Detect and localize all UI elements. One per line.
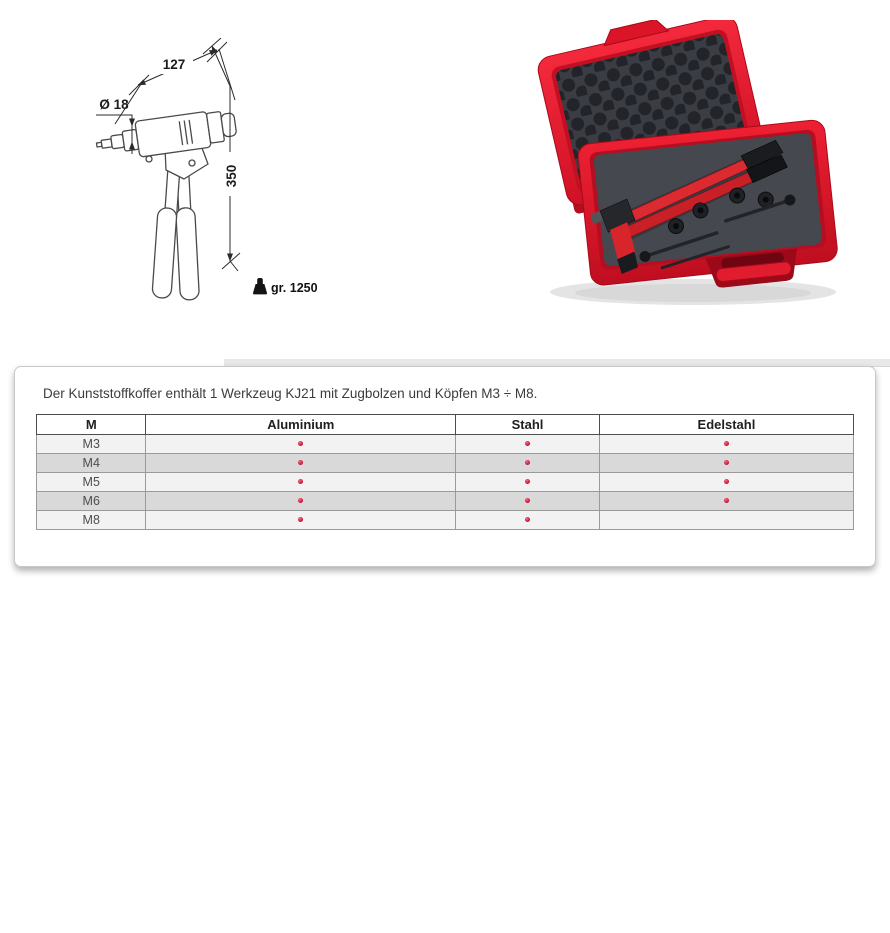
content-panel xyxy=(14,366,876,567)
technical-drawing xyxy=(85,38,320,304)
header-cell: Stahl xyxy=(456,415,600,435)
availability-cell xyxy=(146,511,456,530)
koffer-table xyxy=(36,414,854,530)
case-shadow-core xyxy=(575,284,811,302)
dimension-length-label: 350 xyxy=(224,164,239,188)
koffer-table-body xyxy=(37,435,854,530)
availability-dot xyxy=(525,460,530,465)
availability-cell xyxy=(599,435,853,454)
row-label: M8 xyxy=(37,511,146,530)
availability-dot xyxy=(724,479,729,484)
row-label: M6 xyxy=(37,492,146,511)
availability-cell xyxy=(146,435,456,454)
koffer-table-head-row xyxy=(37,415,854,435)
riveter-outline xyxy=(94,108,238,301)
availability-cell xyxy=(146,454,456,473)
availability-dot xyxy=(724,441,729,446)
table-row xyxy=(37,473,854,492)
weight-icon xyxy=(253,278,267,294)
availability-cell xyxy=(599,473,853,492)
header-cell: Edelstahl xyxy=(599,415,853,435)
header-cell: Aluminium xyxy=(146,415,456,435)
table-row xyxy=(37,435,854,454)
header-cell: M xyxy=(37,415,146,435)
availability-cell xyxy=(599,492,853,511)
availability-cell xyxy=(456,511,600,530)
availability-dot xyxy=(298,441,303,446)
product-photo xyxy=(525,20,845,316)
availability-dot xyxy=(298,460,303,465)
availability-dot xyxy=(525,479,530,484)
availability-dot xyxy=(525,517,530,522)
availability-dot xyxy=(298,479,303,484)
table-row xyxy=(37,454,854,473)
availability-dot xyxy=(525,498,530,503)
availability-dot xyxy=(724,498,729,503)
availability-cell xyxy=(146,492,456,511)
row-label: M5 xyxy=(37,473,146,492)
availability-dot xyxy=(525,441,530,446)
availability-cell xyxy=(599,454,853,473)
row-label: M4 xyxy=(37,454,146,473)
availability-cell xyxy=(146,473,456,492)
availability-dot xyxy=(724,460,729,465)
availability-cell xyxy=(456,435,600,454)
availability-dot xyxy=(298,517,303,522)
dimension-width-label: 127 xyxy=(162,57,186,72)
row-label: M3 xyxy=(37,435,146,454)
availability-dot xyxy=(298,498,303,503)
availability-cell xyxy=(456,492,600,511)
table-row xyxy=(37,511,854,530)
availability-cell xyxy=(456,454,600,473)
availability-cell xyxy=(599,511,853,530)
availability-cell xyxy=(456,473,600,492)
intro-text: Der Kunststoffkoffer enthält 1 Werkzeug KJ21 mit Zugbolzen und Köpfen M3 ÷ M8. xyxy=(43,386,538,401)
case-base xyxy=(577,119,840,301)
weight-label: gr. 1250 xyxy=(271,281,318,295)
table-row xyxy=(37,492,854,511)
dimension-diameter-label: Ø 18 xyxy=(99,97,129,112)
